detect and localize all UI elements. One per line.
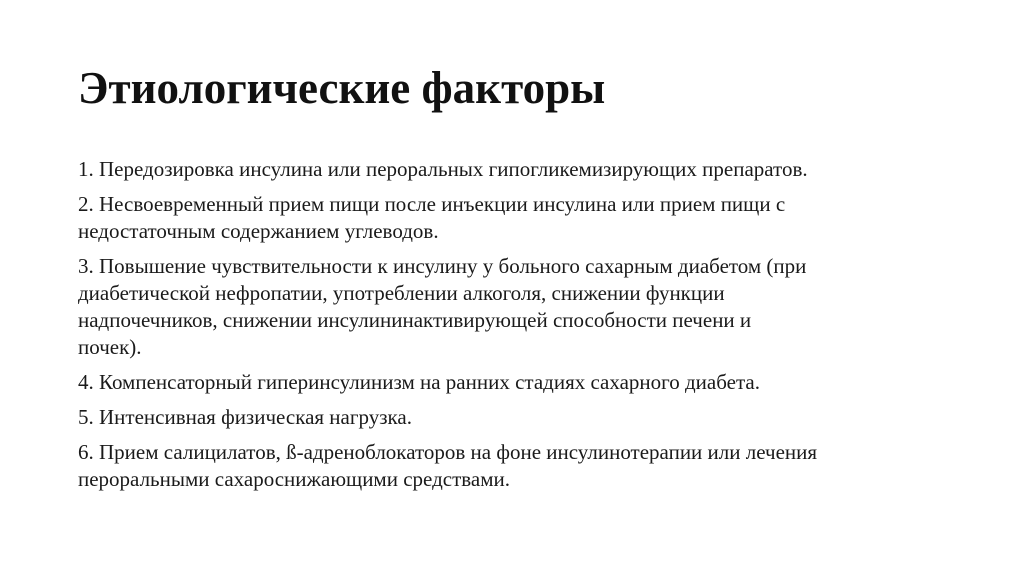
factor-item-2 xyxy=(78,191,958,245)
factor-line: надпочечников, снижении инсулининактивирующей способности печени и xyxy=(78,308,752,332)
factor-line: диабетической нефропатии, употреблении алкоголя, снижении функции xyxy=(78,281,725,305)
factor-line: 4. Компенсаторный гиперинсулинизм на ранних стадиях сахарного диабета. xyxy=(78,370,760,394)
factor-item-5 xyxy=(78,404,958,431)
factor-line: 2. Несвоевременный прием пищи после инъекции инсулина или прием пищи с xyxy=(78,192,786,216)
factor-item-4 xyxy=(78,369,958,396)
factor-item-3 xyxy=(78,253,958,361)
factor-line: недостаточным содержанием углеводов. xyxy=(78,219,439,243)
factor-line: 6. Прием салицилатов, ß-адреноблокаторов на фоне инсулинотерапии или лечения xyxy=(78,440,818,464)
slide-title: Этиологические факторы xyxy=(78,63,606,113)
factor-line: 1. Передозировка инсулина или пероральных гипогликемизирующих препаратов. xyxy=(78,157,808,181)
factor-line: 5. Интенсивная физическая нагрузка. xyxy=(78,405,412,429)
factor-item-6 xyxy=(78,439,958,493)
factor-line: 3. Повышение чувствительности к инсулину у больного сахарным диабетом (при xyxy=(78,254,807,278)
factor-item-1 xyxy=(78,156,958,183)
factor-line: почек). xyxy=(78,335,142,359)
factors-list xyxy=(78,156,958,501)
factor-line: пероральными сахароснижающими средствами. xyxy=(78,467,510,491)
